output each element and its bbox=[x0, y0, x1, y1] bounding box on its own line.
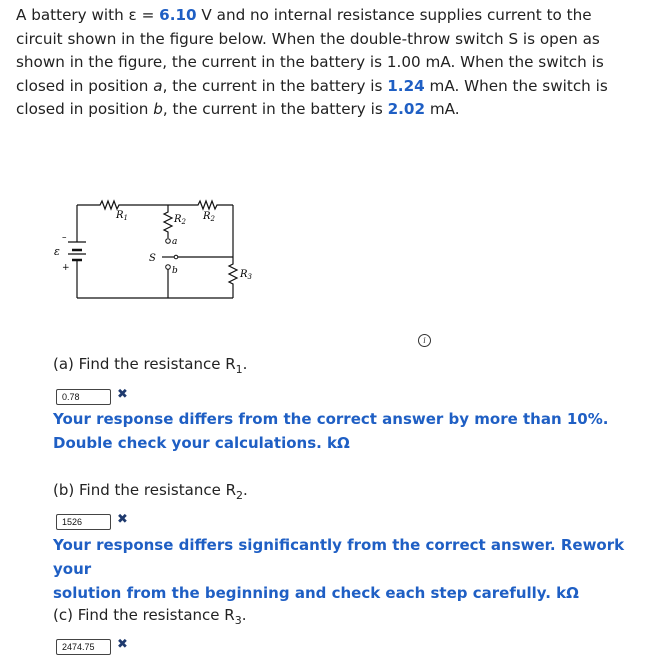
switch-pivot bbox=[174, 255, 178, 259]
switch-contact-a bbox=[166, 239, 171, 244]
info-icon[interactable]: i bbox=[418, 334, 431, 347]
part-a-feedback: Your response differs from the correct answer by more than 10%. Double check your calculations. kΩ bbox=[53, 410, 609, 452]
problem-text: V and no internal resistance supplies current to the circuit shown in the figure below. When the double-throw switch S is open as shown in the figure, the current in the battery is 1.00 mA. When the switch is closed in position bbox=[16, 6, 604, 95]
switch-label: S bbox=[149, 253, 156, 264]
battery-plus-label: + bbox=[62, 263, 70, 273]
wrong-icon: ✖ bbox=[117, 512, 128, 527]
problem-text: , the current in the battery is bbox=[162, 76, 388, 95]
node-a-label: a bbox=[172, 237, 178, 247]
position-a: a bbox=[153, 76, 163, 95]
node-b-label: b bbox=[172, 266, 178, 276]
part-c-prompt: (c) Find the resistance $R_3$. bbox=[53, 606, 247, 627]
battery-minus-label: – bbox=[62, 233, 67, 243]
problem-text: mA. bbox=[425, 100, 460, 119]
part-b-feedback: Your response differs significantly from the correct answer. Rework your solution from the beginning and check each step carefully. kΩ bbox=[53, 536, 625, 602]
wrong-icon: ✖ bbox=[117, 637, 128, 652]
problem-text: , the current in the battery is bbox=[162, 100, 388, 119]
part-b-answer-field[interactable]: 1526 bbox=[56, 514, 111, 530]
current-a-value: 1.24 bbox=[387, 76, 425, 95]
r2-middle-label: $R_2$ bbox=[174, 214, 186, 226]
switch-contact-b bbox=[166, 265, 171, 270]
problem-text: mA. When the switch is closed in position bbox=[16, 76, 608, 119]
part-c-answer-field[interactable]: 2474.75 bbox=[56, 639, 111, 655]
current-b-value: 2.02 bbox=[387, 100, 426, 119]
part-b-prompt: (b) Find the resistance $R_2$. bbox=[53, 481, 248, 502]
r3-label: $R_3$ bbox=[240, 269, 252, 281]
problem-text: A battery with ε = bbox=[16, 6, 160, 24]
part-a-prompt: (a) Find the resistance $R_1$. bbox=[53, 355, 248, 376]
circuit-diagram bbox=[40, 180, 290, 330]
r1-label: $R_1$ bbox=[116, 210, 128, 222]
emf-value: 6.10 bbox=[159, 6, 197, 24]
wrong-icon: ✖ bbox=[117, 387, 128, 402]
position-b: b bbox=[153, 100, 163, 119]
problem-statement bbox=[16, 4, 636, 122]
emf-label: ε bbox=[54, 245, 60, 258]
part-a-answer-field[interactable]: 0.78 bbox=[56, 389, 111, 405]
r2-top-label: $R_2$ bbox=[203, 211, 215, 223]
